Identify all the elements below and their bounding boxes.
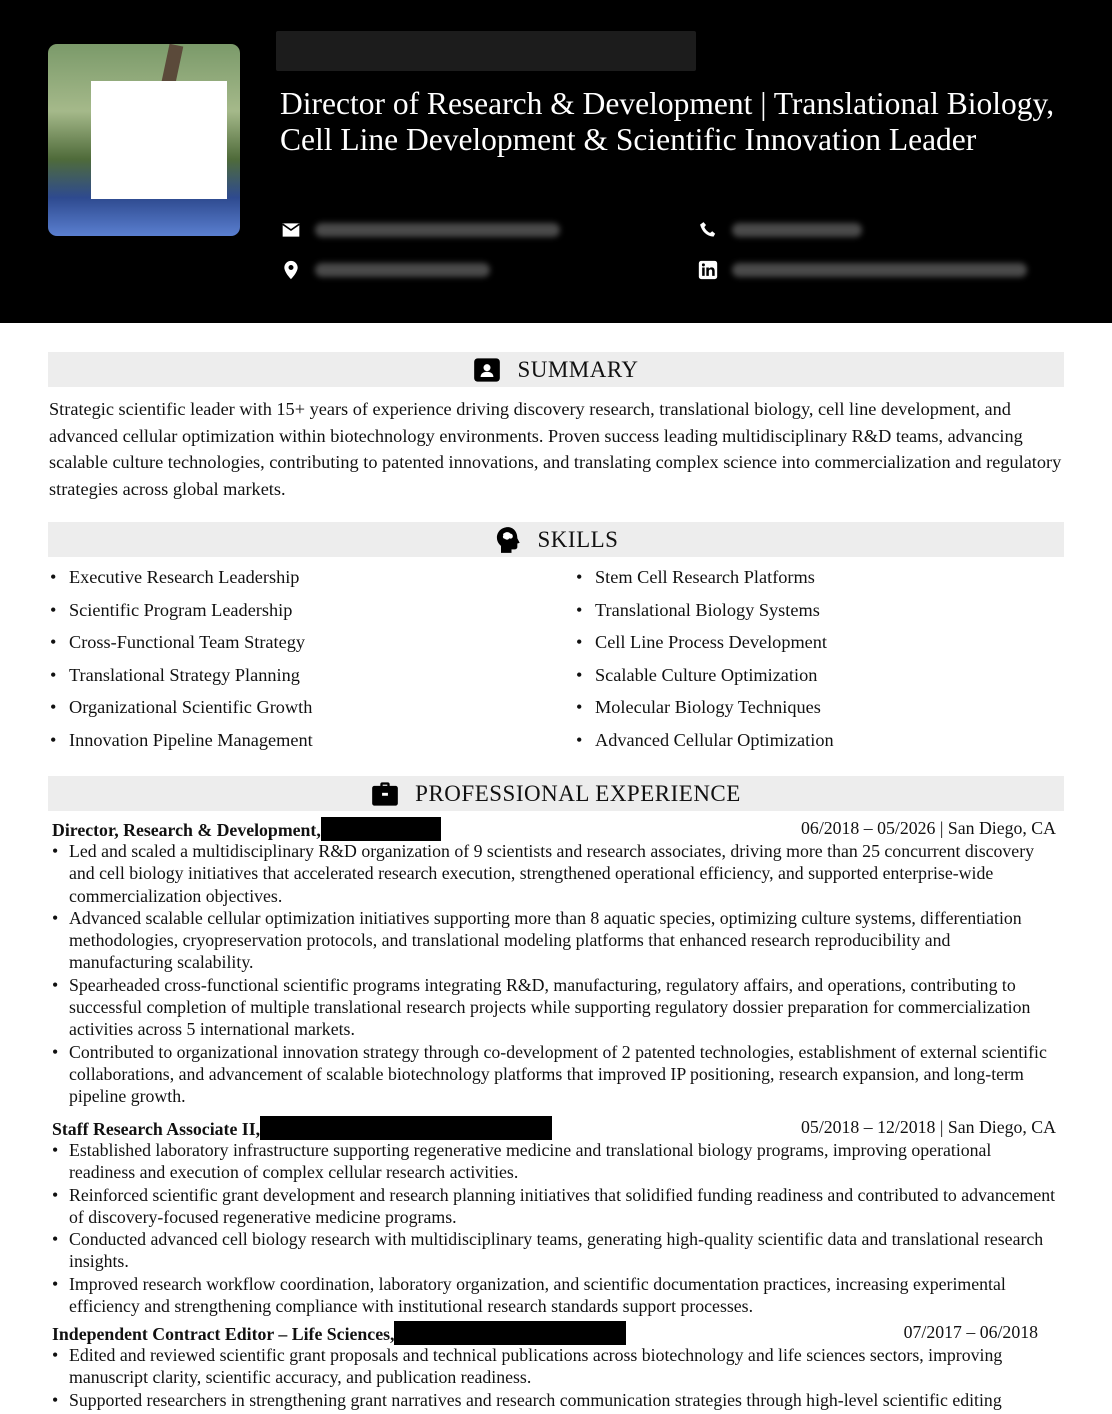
brain-head-icon — [494, 526, 522, 554]
bullet-item: • Advanced scalable cellular optimization initiatives supporting more than 8 aquatic species, optimizing culture systems, differentiation methodologies, cryopreservation protocols, and translational modeling platforms that enhanced research reproducibility and manufacturing scalability. — [52, 907, 1056, 974]
bullet-item: • Supported researchers in strengthening grant narratives and research communication strategies through high-level scientific editing — [52, 1389, 1056, 1411]
job-title: Independent Contract Editor – Life Sciences, — [52, 1324, 395, 1344]
summary-heading — [48, 352, 1064, 387]
experience-title: PROFESSIONAL EXPERIENCE — [415, 780, 741, 806]
skill-item: • Scalable Culture Optimization — [576, 665, 834, 698]
linkedin-icon — [698, 260, 718, 280]
company-redaction — [394, 1321, 626, 1345]
skill-item: • Organizational Scientific Growth — [50, 697, 313, 730]
job-dates: 07/2017 – 06/2018 — [903, 1322, 1038, 1342]
job-bullets — [52, 840, 1056, 1108]
bullet-item: • Conducted advanced cell biology research with multidisciplinary teams, generating high-quality scientific data and translational research insights. — [52, 1228, 1056, 1273]
profile-photo — [48, 44, 240, 236]
skills-list-right — [576, 567, 834, 762]
email-icon — [281, 220, 301, 240]
location-contact — [281, 260, 490, 280]
job-dates: 05/2018 – 12/2018 | San Diego, CA — [801, 1117, 1056, 1137]
phone-blurred — [732, 223, 862, 237]
location-icon — [281, 260, 301, 280]
job-title: Staff Research Associate II, — [52, 1119, 261, 1139]
skill-item: • Innovation Pipeline Management — [50, 730, 313, 763]
summary-title: SUMMARY — [517, 356, 639, 382]
skill-item: • Cross-Functional Team Strategy — [50, 632, 313, 665]
skill-item: • Translational Biology Systems — [576, 600, 834, 633]
skills-title: SKILLS — [537, 526, 619, 552]
company-redaction — [321, 817, 441, 841]
skill-item: • Stem Cell Research Platforms — [576, 567, 834, 600]
phone-icon — [698, 220, 718, 240]
bullet-item: • Spearheaded cross-functional scientific programs integrating R&D, manufacturing, regulatory affairs, and operations, contributing to successful completion of multiple translational research projects while supporting regulatory dossier preparation for commercialization activities across 5 international markets. — [52, 974, 1056, 1041]
bullet-item: • Improved research workflow coordination, laboratory organization, and scientific documentation practices, increasing experimental efficiency and strengthening compliance with institutional research standards support processes. — [52, 1273, 1056, 1318]
job-entry-2 — [52, 1116, 1056, 1317]
job-entry-3 — [52, 1321, 1038, 1411]
skills-heading — [48, 522, 1064, 557]
job-entry-1 — [52, 817, 1056, 1108]
location-blurred — [315, 263, 490, 277]
job-dates: 06/2018 – 05/2026 | San Diego, CA — [801, 818, 1056, 838]
skill-item: • Scientific Program Leadership — [50, 600, 313, 633]
skill-item: • Advanced Cellular Optimization — [576, 730, 834, 763]
job-bullets — [52, 1344, 1056, 1411]
briefcase-icon — [371, 780, 399, 808]
summary-text: Strategic scientific leader with 15+ years of experience driving discovery research, translational biology, cell line development, and advanced cellular optimization within biotechnology environments. Proven success leading multidisciplinary R&D teams, advancing scalable culture technologies, contributing to patented innovations, and translating complex science into commercialization and regulatory strategies across global markets. — [49, 399, 1062, 499]
skill-item: • Executive Research Leadership — [50, 567, 313, 600]
job-title: Director, Research & Development, — [52, 820, 321, 840]
email-blurred — [315, 223, 560, 237]
bullet-item: • Led and scaled a multidisciplinary R&D organization of 9 scientists and research associates, driving more than 25 concurrent discovery and cell biology initiatives that accelerated research execution, strengthened operational efficiency, and supported enterprise-wide commercialization objectives. — [52, 840, 1056, 907]
bullet-item: • Established laboratory infrastructure supporting regenerative medicine and translational biology programs, improving operational readiness and execution of complex cellular research activities. — [52, 1139, 1056, 1184]
email-contact[interactable] — [281, 220, 560, 240]
bullet-item: • Edited and reviewed scientific grant proposals and technical publications across biotechnology and life sciences sectors, improving manuscript clarity, scientific accuracy, and publication readiness. — [52, 1344, 1056, 1389]
phone-contact[interactable] — [698, 220, 862, 240]
linkedin-blurred — [732, 263, 1027, 277]
linkedin-contact[interactable] — [698, 260, 1027, 280]
company-redaction — [260, 1116, 552, 1140]
skill-item: • Cell Line Process Development — [576, 632, 834, 665]
skill-item: • Molecular Biology Techniques — [576, 697, 834, 730]
name-redaction — [276, 31, 696, 71]
bullet-item: • Contributed to organizational innovation strategy through co-development of 2 patented technologies, establishment of external scientific collaborations, and advancement of scalable biotechnology platforms that improved IP positioning, research expansion, and long-term pipeline growth. — [52, 1041, 1056, 1108]
id-card-icon — [473, 356, 501, 384]
bullet-item: • Reinforced scientific grant development and research planning initiatives that solidified funding readiness and contributed to advancement of discovery-focused regenerative medicine programs. — [52, 1184, 1056, 1229]
photo-redaction — [91, 81, 227, 199]
resume-header — [0, 0, 1112, 323]
skills-list-left — [50, 567, 313, 762]
skill-item: • Translational Strategy Planning — [50, 665, 313, 698]
experience-heading — [48, 776, 1064, 811]
job-bullets — [52, 1139, 1056, 1317]
headline: Director of Research & Development | Translational Biology, Cell Line Development & Scientific Innovation Leader — [280, 86, 1055, 157]
